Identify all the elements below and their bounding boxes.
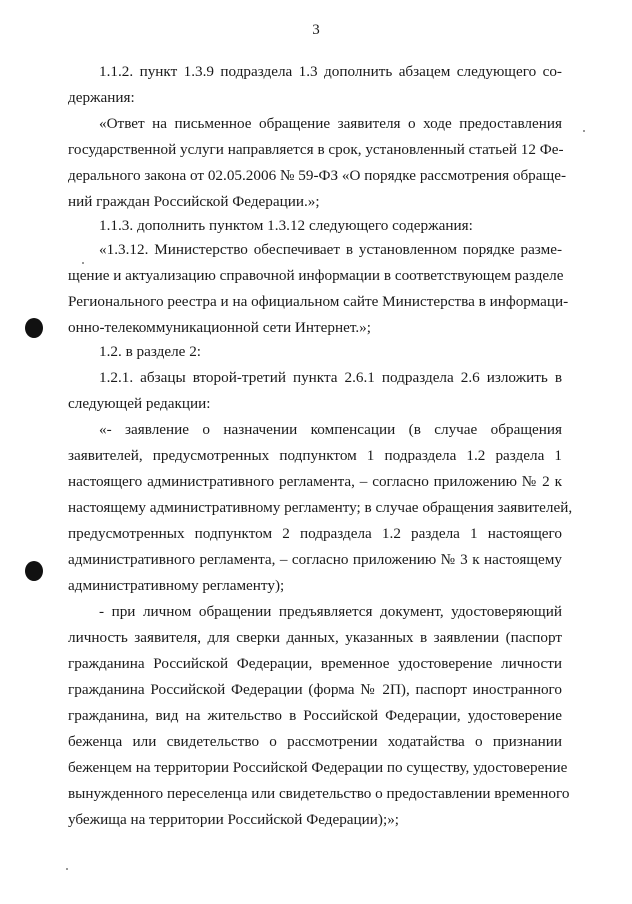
text-line: гражданина Российской Федерации, временное удостоверение личности <box>68 655 562 672</box>
text-line: «- заявление о назначении компенсации (в случае обращения <box>99 421 562 438</box>
punch-hole <box>25 318 43 338</box>
text-line: 1.2. в разделе 2: <box>99 343 202 360</box>
text-line: «Ответ на письменное обращение заявителя о ходе предоставления <box>99 115 562 132</box>
punch-hole <box>25 561 43 581</box>
text-line: держания: <box>68 89 135 106</box>
text-line: щение и актуализацию справочной информации в соответствующем разделе <box>68 267 564 284</box>
text-line: настоящему административному регламенту; в случае обращения заявителей, <box>68 499 573 516</box>
text-line: онно-телекоммуникационной сети Интернет.»; <box>68 319 371 336</box>
text-line: гражданина, вид на жительство в Российской Федерации, удостоверение <box>68 707 562 724</box>
text-line: ний граждан Российской Федерации.»; <box>68 193 320 210</box>
text-line: 1.1.3. дополнить пунктом 1.3.12 следующего содержания: <box>99 217 473 234</box>
text-line: административному регламенту); <box>68 577 285 594</box>
text-line: беженцем на территории Российской Федерации по существу, удостоверение <box>68 759 568 776</box>
text-line: предусмотренных подпунктом 2 подраздела 1.2 раздела 1 настоящего <box>68 525 562 542</box>
text-line: следующей редакции: <box>68 395 211 412</box>
text-line: - при личном обращении предъявляется документ, удостоверяющий <box>99 603 562 620</box>
text-line: личность заявителя, для сверки данных, указанных в заявлении (паспорт <box>68 629 562 646</box>
text-line: 1.2.1. абзацы второй-третий пункта 2.6.1 подраздела 2.6 изложить в <box>99 369 562 386</box>
text-line: беженца или свидетельство о рассмотрении ходатайства о признании <box>68 733 562 750</box>
page-number: 3 <box>312 22 320 38</box>
text-line: дерального закона от 02.05.2006 № 59-ФЗ «О порядке рассмотрения обраще- <box>68 167 567 184</box>
text-line: настоящего административного регламента, – согласно приложению № 2 к <box>68 473 562 490</box>
scan-speck <box>66 868 68 870</box>
text-line: «1.3.12. Министерство обеспечивает в установленном порядке разме- <box>99 241 562 258</box>
text-line: 1.1.2. пункт 1.3.9 подраздела 1.3 дополнить абзацем следующего со- <box>99 63 562 80</box>
scan-speck <box>583 130 585 132</box>
scan-speck <box>82 262 84 264</box>
text-line: убежища на территории Российской Федерации);»; <box>68 811 400 828</box>
text-line: государственной услуги направляется в срок, установленный статьей 12 Фе- <box>68 141 564 158</box>
text-line: вынужденного переселенца или свидетельство о предоставлении временного <box>68 785 570 802</box>
text-line: Регионального реестра и на официальном сайте Министерства в информаци- <box>68 293 569 310</box>
text-line: гражданина Российской Федерации (форма № 2П), паспорт иностранного <box>68 681 562 698</box>
text-line: административного регламента, – согласно приложению № 3 к настоящему <box>68 551 562 568</box>
text-line: заявителей, предусмотренных подпунктом 1 подраздела 1.2 раздела 1 <box>68 447 562 464</box>
